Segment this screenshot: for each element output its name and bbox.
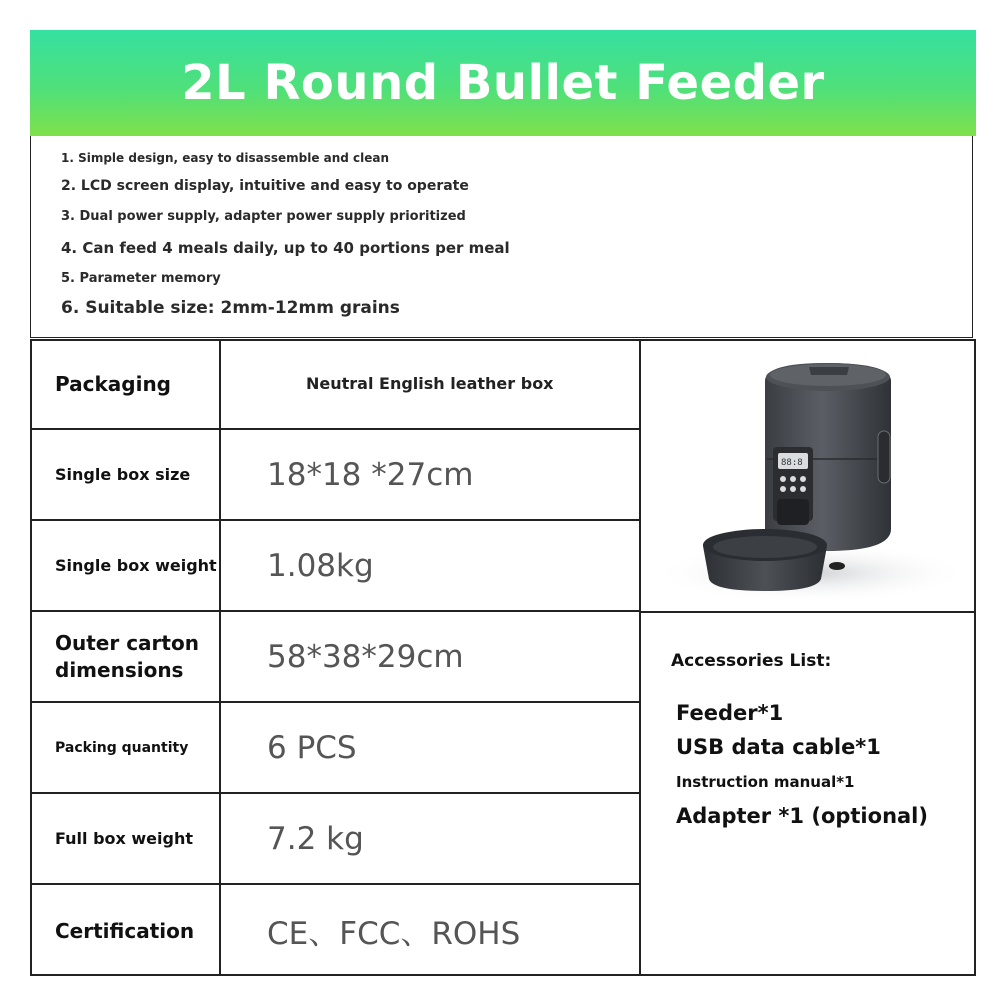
- spec-label: Packing quantity: [30, 703, 221, 792]
- page-title: 2L Round Bullet Feeder: [181, 55, 825, 111]
- feature-item: 1. Simple design, easy to disassemble and clean: [61, 151, 390, 165]
- spec-row-single-box-weight: [30, 521, 640, 612]
- accessories-title: Accessories List:: [671, 651, 832, 671]
- spec-label: Single box size: [30, 430, 221, 519]
- features-list: [30, 136, 973, 338]
- accessories-panel: [641, 613, 974, 974]
- feature-item: 4. Can feed 4 meals daily, up to 40 portions per meal: [61, 239, 510, 257]
- spec-value: 6 PCS: [267, 729, 357, 766]
- svg-text:88:8: 88:8: [781, 458, 803, 468]
- accessory-item: Feeder*1: [676, 701, 784, 725]
- spec-value: 18*18 *27cm: [267, 456, 474, 493]
- feature-item: 3. Dual power supply, adapter power supply prioritized: [61, 209, 466, 224]
- spec-label: Single box weight: [30, 521, 221, 610]
- spec-row-single-box-size: [30, 430, 640, 521]
- spec-label: Certification: [30, 885, 221, 976]
- spec-value: CE、FCC、ROHS: [267, 916, 521, 952]
- spec-row-packaging: [30, 339, 640, 430]
- feature-item: 2. LCD screen display, intuitive and easy to operate: [61, 178, 469, 194]
- spec-row-outer-carton: [30, 612, 640, 703]
- spec-row-certification: [30, 885, 640, 976]
- spec-label: Outer carton dimensions: [30, 612, 221, 701]
- spec-value: 1.08kg: [267, 547, 374, 584]
- title-banner: [30, 30, 976, 136]
- spec-table: [30, 339, 640, 976]
- feature-item: 5. Parameter memory: [61, 271, 221, 286]
- spec-row-packing-quantity: [30, 703, 640, 794]
- product-image: [641, 341, 974, 611]
- spec-value: Neutral English leather box: [306, 374, 554, 393]
- accessory-item: Instruction manual*1: [676, 773, 855, 791]
- spec-value: 7.2 kg: [267, 820, 364, 857]
- spec-label: Full box weight: [30, 794, 221, 883]
- accessory-item: USB data cable*1: [676, 735, 881, 759]
- spec-value: 58*38*29cm: [267, 638, 464, 675]
- accessory-item: Adapter *1 (optional): [676, 804, 928, 828]
- feature-item: 6. Suitable size: 2mm-12mm grains: [61, 298, 400, 318]
- spec-label: Packaging: [30, 339, 221, 428]
- spec-row-full-box-weight: [30, 794, 640, 885]
